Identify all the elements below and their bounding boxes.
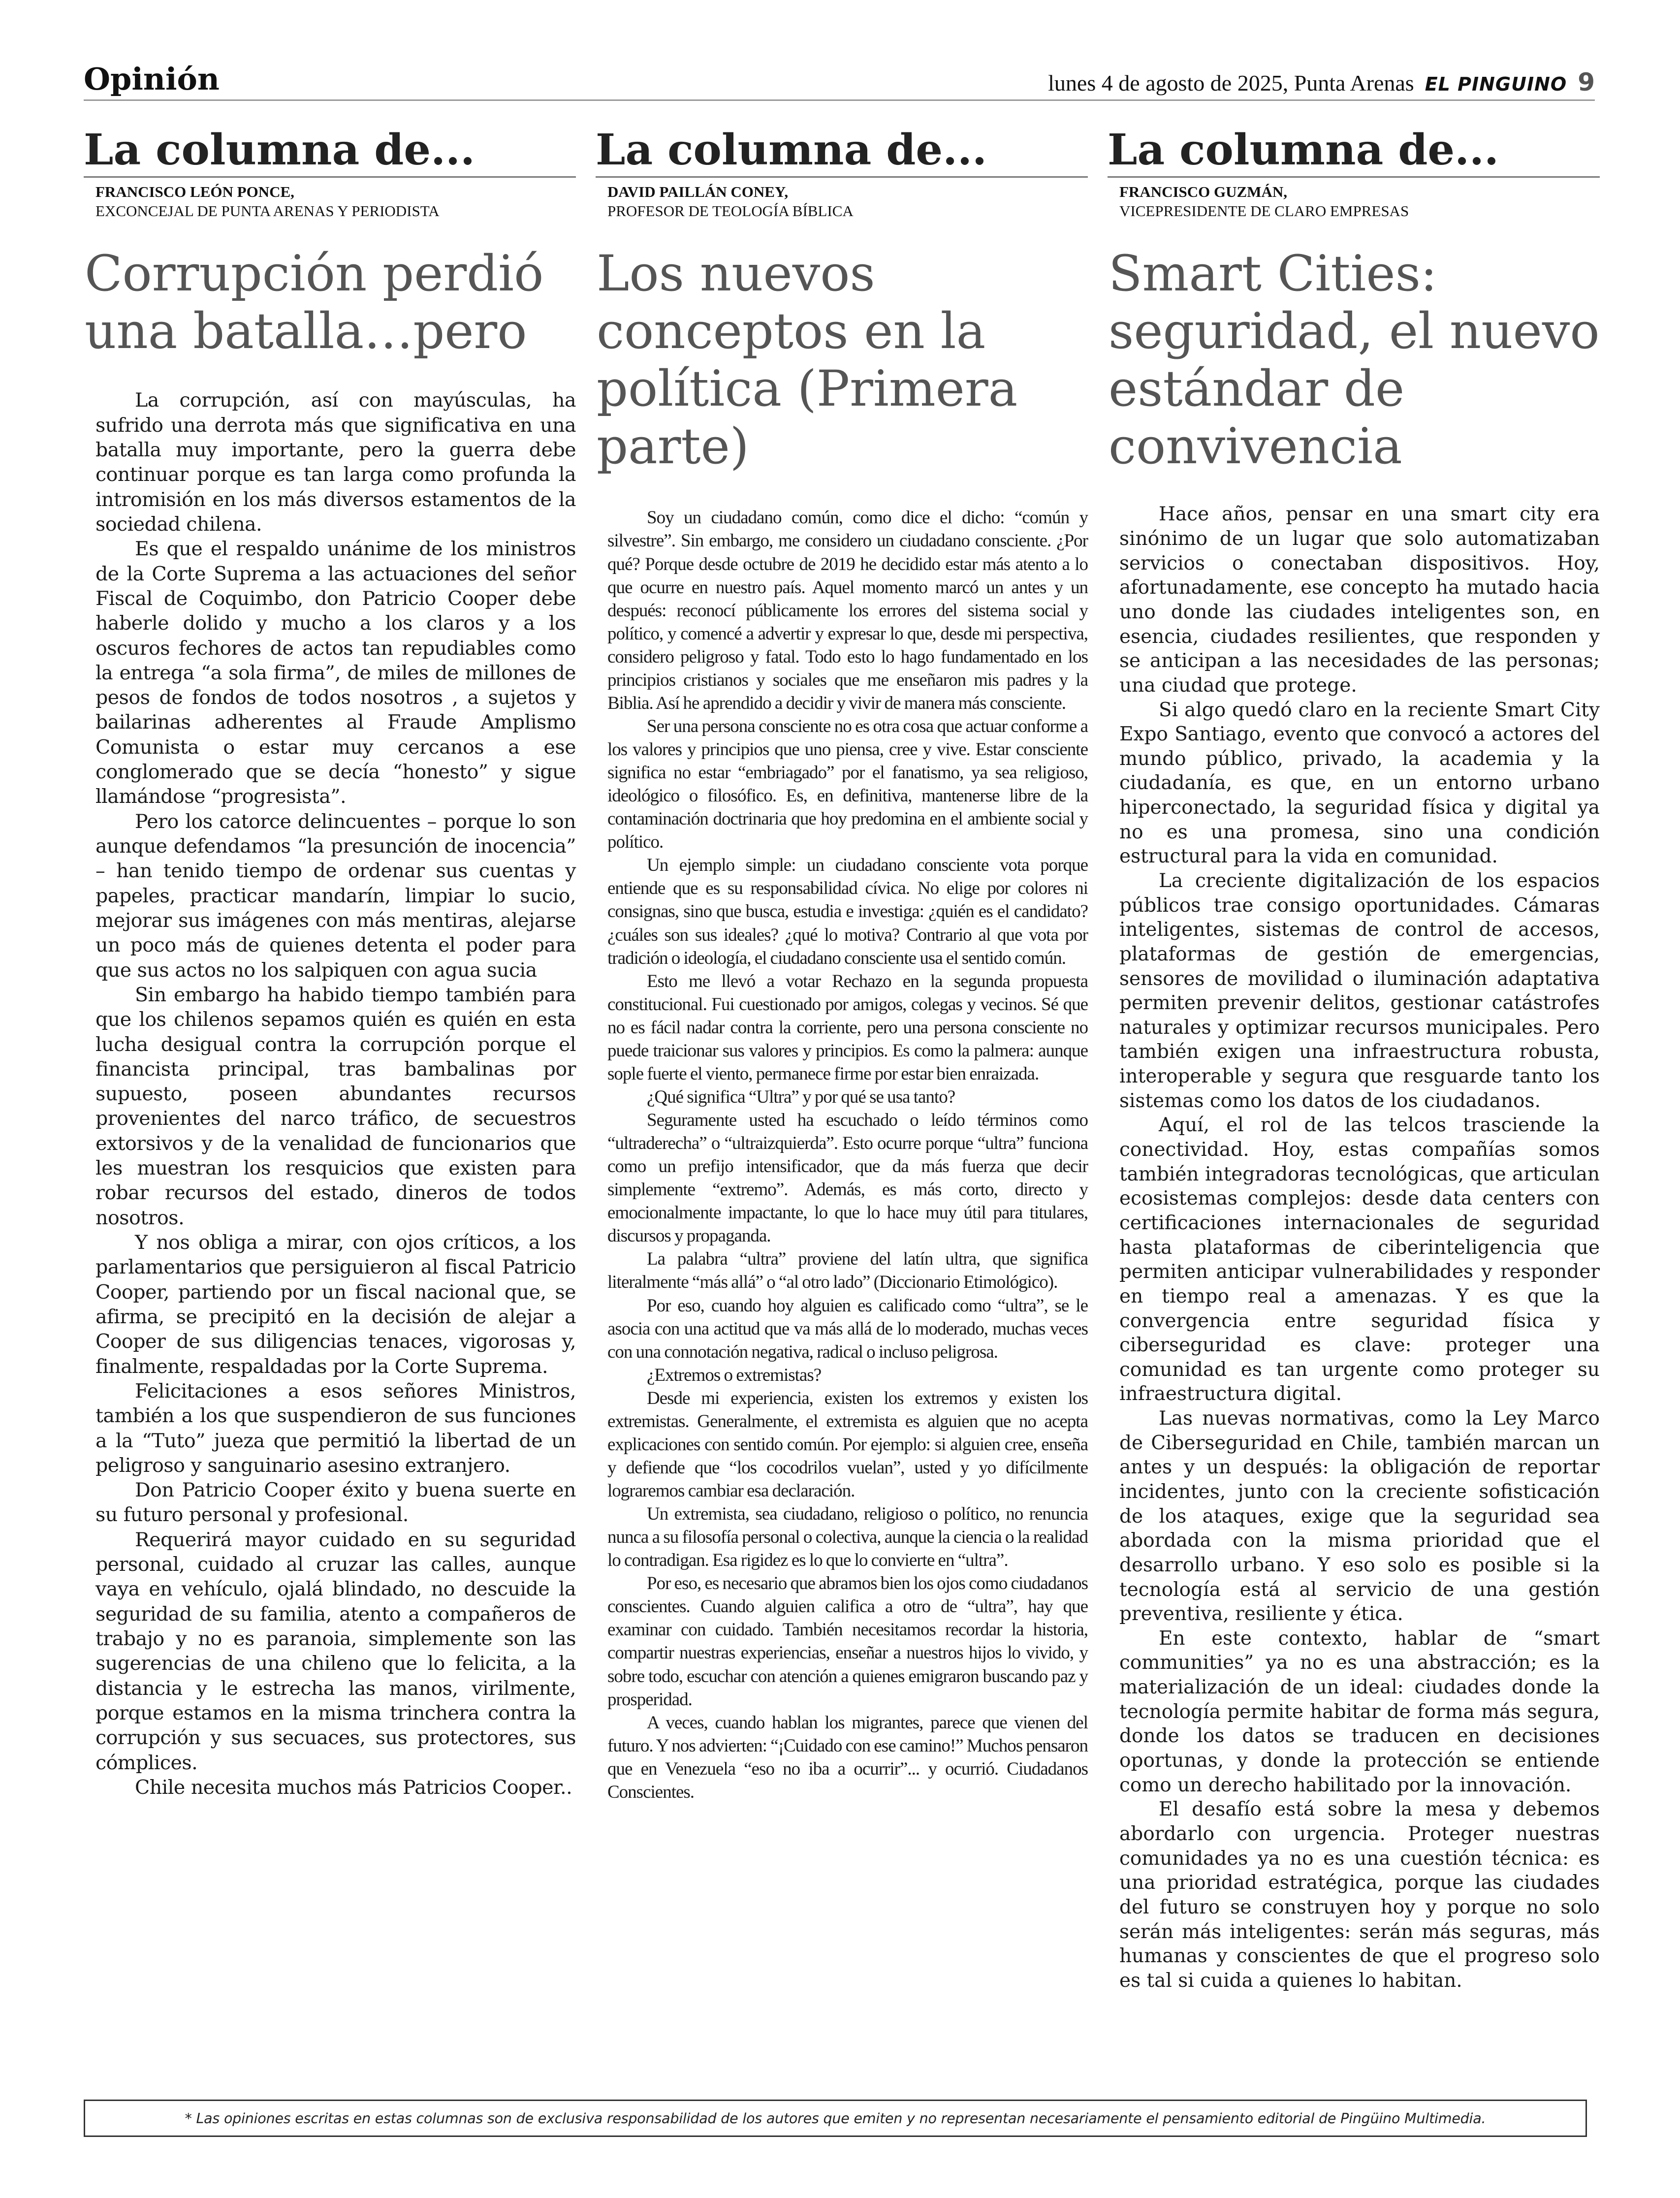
body-subheading: ¿Extremos o extremistas? [647,1365,822,1385]
column-body [95,388,576,1800]
body-paragraph: A veces, cuando hablan los migrantes, parece que vienen del futuro. Y nos advierten: “¡Cuidado con ese camino!” Muchos pensaron que en Venezuela “eso no iba a ocurrir”... y ocurrió. Ciudadanos Conscientes. [607,1712,1088,1802]
body-paragraph: Soy un ciudadano común, como dice el dicho: “común y silvestre”. Sin embargo, me considero un ciudadano consciente. ¿Por qué? Porque desde octubre de 2019 he decidido estar más atento a lo que ocurre en nuestro país. Aquel momento marcó un antes y un después: reconocí públicamente los errores del sistema social y político, y comencé a advertir y expresar lo que, desde mi perspectiva, considero peligroso y fatal. Todo esto lo hago fundamentado en los principios cristianos y sociales que me enseñaron mis padres y la Biblia. Así he aprendido a decidir y vivir de manera más consciente. [607,508,1088,713]
column-kicker: La columna de... [596,129,1088,178]
body-paragraph: Hace años, pensar en una smart city era sinónimo de un lugar que solo automatizaban servicios o conectaban dispositivos. Hoy, afortunadamente, ese concepto ha mutado hacia uno donde las ciudades inteligentes son, en esencia, ciudades resilientes, que responden y se anticipan a las necesidades de las personas; una ciudad que protege. [1119,503,1600,697]
column-author: DAVID PAILLÁN CONEY, [607,183,789,200]
column-author: FRANCISCO GUZMÁN, [1119,183,1287,200]
column-3 [1108,125,1600,1993]
column-2 [596,125,1088,1804]
body-subheading: ¿Qué significa “Ultra” y por qué se usa tanto? [647,1086,955,1107]
column-headline: Los nuevos conceptos en la política (Primera parte) [597,245,1018,476]
body-paragraph: El desafío está sobre la mesa y debemos abordarlo con urgencia. Proteger nuestras comunidades ya no es una cuestión técnica: es una prioridad estratégica, porque las ciudades del futuro se construyen hoy y porque no solo serán más inteligentes: serán más seguras, más humanas y conscientes de que el progreso solo es tal si cuida a quienes lo habitan. [1119,1798,1600,1992]
disclaimer-text: * Las opiniones escritas en estas columnas son de exclusiva responsabilidad de los autores que emiten y no representan necesariamente el pensamiento editorial de Pingüino Multimedia. [185,2110,1486,2127]
body-paragraph: Un extremista, sea ciudadano, religioso o político, no renuncia nunca a su filosofía personal o colectiva, aunque la ciencia o la realidad lo contradigan. Esa rigidez es lo que lo convierte en “ultra”. [607,1504,1088,1571]
column-author-role: VICEPRESIDENTE DE CLARO EMPRESAS [1119,202,1409,220]
column-headline: Corrupción perdió una batalla…pero [85,245,544,360]
column-kicker: La columna de... [84,129,576,178]
body-paragraph: La palabra “ultra” proviene del latín ultra, que significa literalmente “más allá” o “al otro lado” (Diccionario Etimológico). [607,1249,1088,1293]
column-author: FRANCISCO LEÓN PONCE, [95,183,294,200]
body-paragraph: Desde mi experiencia, existen los extremos y existen los extremistas. Generalmente, el extremista es alguien que no acepta explicaciones con sentido común. Por ejemplo: si alguien cree, enseña y defiende que “los cocodrilos vuelan”, usted y yo difícilmente lograremos cambiar esa declaración. [607,1388,1088,1501]
newspaper-logo: EL PINGUINO [1425,73,1567,95]
body-paragraph: La creciente digitalización de los espacios públicos trae consigo oportunidades. Cámaras inteligentes, sistemas de control de accesos, plataformas de gestión de emergencias, sensores de movilidad o iluminación adaptativa permiten prevenir delitos, gestionar catástrofes naturales y optimizar recursos municipales. Pero también exigen una infraestructura robusta, interoperable y segura que resguarde tanto los sistemas como los datos de los ciudadanos. [1119,869,1600,1112]
disclaimer-box [84,2100,1587,2137]
page-number: 9 [1578,68,1595,96]
column-1 [84,125,576,1800]
dateline [1048,68,1595,96]
body-paragraph: Pero los catorce delincuentes – porque lo son aunque defendamos “la presunción de inocencia” – han tenido tiempo de ordenar sus cuentas y papeles, practicar mandarín, limpiar lo sucio, mejorar sus imágenes con más mentiras, alejarse un poco más de quienes detenta el poder para que sus actos no los salpiquen con agua sucia [95,810,576,982]
body-paragraph: La corrupción, así con mayúsculas, ha sufrido una derrota más que significativa en una batalla muy importante, pero la guerra debe continuar porque es tan larga como profunda la intromisión en los más diversos estamentos de la sociedad chilena. [95,389,576,536]
body-paragraph: Por eso, es necesario que abramos bien los ojos como ciudadanos conscientes. Cuando alguien califica a otro de “ultra”, hay que examinar con cuidado. También necesitamos recordar la historia, compartir nuestras experiencias, enseñar a nuestros hijos lo vivido, y sobre todo, escuchar con atención a quienes emigraron buscando paz y prosperidad. [607,1573,1088,1710]
column-author-role: PROFESOR DE TEOLOGÍA BÍBLICA [607,202,854,220]
body-paragraph: Requerirá mayor cuidado en su seguridad personal, cuidado al cruzar las calles, aunque vaya en vehículo, ojalá blindado, no descuide la seguridad de su familia, atento a compañeros de trabajo y no es paranoia, simplemente son las sugerencias de una chileno que lo felicita, a la distancia y le estrecha las manos, virilmente, porque estamos en la misma trinchera contra la corrupción y sus secuaces, sus protectores, sus cómplices. [95,1528,576,1774]
body-paragraph: Esto me llevó a votar Rechazo en la segunda propuesta constitucional. Fui cuestionado por amigos, colegas y vecinos. Sé que no es fácil nadar contra la corriente, pero una persona consciente no puede traicionar sus valores y principios. Es como la palmera: aunque sople fuerte el viento, permanece firme por estar bien enraizada. [607,971,1088,1084]
column-body [607,506,1088,1804]
body-paragraph: Seguramente usted ha escuchado o leído términos como “ultraderecha” o “ultraizquierda”. Esto ocurre porque “ultra” funciona como un prefijo intensificador, que da más fuerza que decir simplemente “extremo”. Además, es más corto, directo y emocionalmente impactante, lo que lo hace muy útil para titulares, discursos y propaganda. [607,1110,1088,1246]
section-title: Opinión [84,61,220,97]
column-headline: Smart Cities: seguridad, el nuevo estándar de convivencia [1109,245,1600,476]
column-author-role: EXCONCEJAL DE PUNTA ARENAS Y PERIODISTA [95,202,440,220]
page-header [84,58,1595,101]
body-paragraph: Don Patricio Cooper éxito y buena suerte en su futuro personal y profesional. [95,1479,576,1527]
body-paragraph: Y nos obliga a mirar, con ojos críticos, a los parlamentarios que persiguieron al fiscal Patricio Cooper, partiendo por un fiscal nacional que, se afirma, se precipitó en la decisión de alejar a Cooper de sus diligencias tenaces, vigorosas y, finalmente, respaldadas por la Corte Suprema. [95,1231,576,1378]
body-paragraph: Chile necesita muchos más Patricios Cooper.. [135,1776,572,1799]
column-body [1119,502,1600,1993]
body-paragraph: Sin embargo ha habido tiempo también para que los chilenos sepamos quién es quién en esta lucha desigual contra la corrupción porque el financista principal, tras bambalinas por supuesto, poseen abundantes recursos provenientes del narco tráfico, de secuestros extorsivos y de la venalidad de funcionarios que les muestran los resquicios que existen para robar recursos del estado, dineros de todos nosotros. [95,983,576,1229]
body-paragraph: Las nuevas normativas, como la Ley Marco de Ciberseguridad en Chile, también marcan un antes y un después: la obligación de reportar incidentes, junto con la creciente sofisticación de los ataques, exige que la seguridad sea abordada con la misma prioridad que el desarrollo urbano. Y eso solo es posible si la tecnología está al servicio de una gestión preventiva, resiliente y ética. [1119,1407,1600,1625]
body-paragraph: Es que el respaldo unánime de los ministros de la Corte Suprema a las actuaciones del señor Fiscal de Coquimbo, don Patricio Cooper debe haberle dolido y mucho a los claros y a los oscuros fechores de actos tan repudiables como la entrega “a sola firma”, de miles de millones de pesos de fondos de todos nosotros , a sujetos y bailarinas adherentes al Fraude Amplismo Comunista o estar muy cercanos a ese conglomerado que se decía “honesto” y sigue llamándose “progresista”. [95,538,576,808]
issue-date: lunes 4 de agosto de 2025, Punta Arenas [1048,70,1414,96]
column-kicker: La columna de... [1108,129,1600,178]
body-paragraph: Felicitaciones a esos señores Ministros, también a los que suspendieron de sus funciones a la “Tuto” jueza que permitió la libertad de un peligroso y sanguinario asesino extranjero. [95,1379,576,1477]
body-paragraph: Si algo quedó claro en la reciente Smart City Expo Santiago, evento que convocó a actores del mundo público, privado, la academia y la ciudadanía, es que, en un entorno urbano hiperconectado, la seguridad física y digital ya no es una promesa, sino una condición estructural para la vida en comunidad. [1119,699,1600,868]
body-paragraph: Aquí, el rol de las telcos trasciende la conectividad. Hoy, estas compañías somos también integradoras tecnológicas, que articulan ecosistemas complejos: desde data centers con certificaciones internacionales de seguridad hasta plataformas de ciberinteligencia que permiten anticipar vulnerabilidades y responder en tiempo real a amenazas. Y es que la convergencia entre seguridad física y ciberseguridad es clave: proteger una comunidad es tan urgente como proteger su infraestructura digital. [1119,1114,1600,1405]
body-paragraph: Un ejemplo simple: un ciudadano consciente vota porque entiende que es su responsabilidad cívica. No elige por colores ni consignas, sino que busca, estudia e investiga: ¿quién es el candidato? ¿cuáles son sus ideales? ¿qué lo motiva? Contrario al que vota por tradición o ideología, el ciudadano consciente usa el sentido común. [607,855,1088,968]
body-paragraph: Por eso, cuando hoy alguien es calificado como “ultra”, se le asocia con una actitud que va más allá de lo moderado, muchas veces con una connotación negativa, radical o incluso peligrosa. [607,1295,1088,1362]
body-paragraph: En este contexto, hablar de “smart communities” ya no es una abstracción; es la materialización de un ideal: ciudades donde la tecnología permite habitar de forma más segura, donde los datos se traducen en decisiones oportunas, y donde la protección se entiende como un derecho habilitado por la innovación. [1119,1627,1600,1796]
body-paragraph: Ser una persona consciente no es otra cosa que actuar conforme a los valores y principios que uno piensa, cree y vive. Estar consciente significa no estar “embriagado” por el fanatismo, ya sea religioso, ideológico o filosófico. Es, en definitiva, mantenerse libre de la contaminación doctrinaria que hoy predomina en el ambiente social y político. [607,716,1088,853]
